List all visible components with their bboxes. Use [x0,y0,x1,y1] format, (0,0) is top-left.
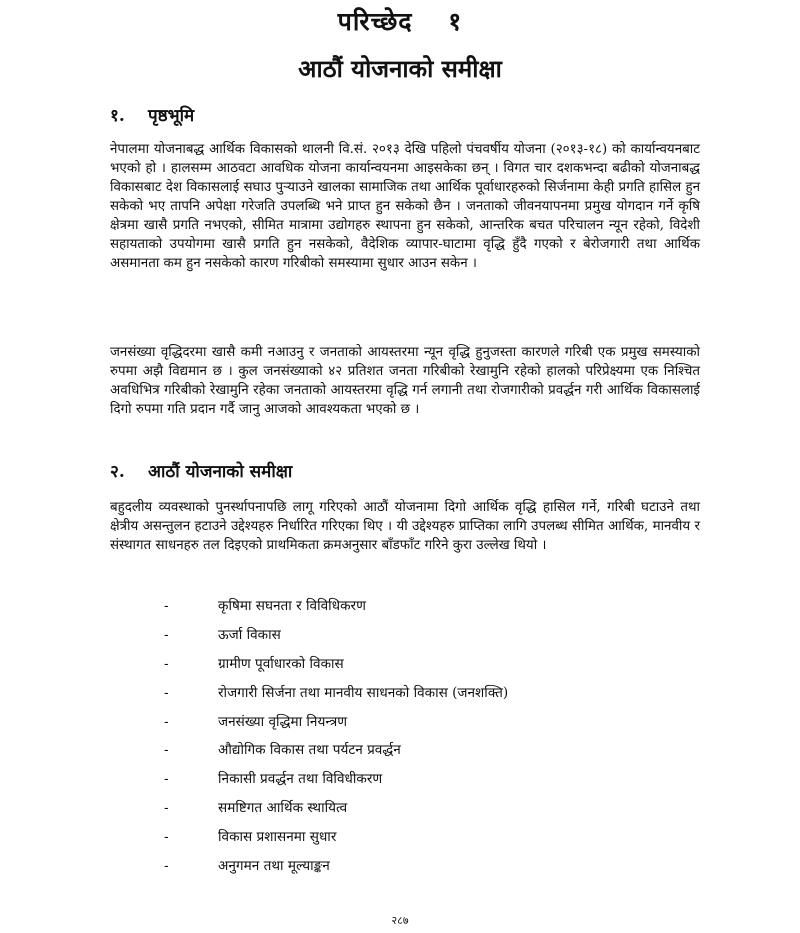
list-item [164,683,724,712]
list-item-text: समष्टिगत आर्थिक स्थायित्व [218,800,348,817]
list-item [164,712,724,741]
list-item [164,798,724,827]
bullet-dash: - [164,626,169,643]
paragraph-objectives: बहुदलीय व्यवस्थाको पुनर्स्थापनापछि लागू गरिएको आठौं योजनामा दिगो आर्थिक वृद्धि हासिल गर्ने, गरिबी घटाउने तथा क्षेत्रीय असन्तुलन हटाउने उद्देश्यहरु निर्धारित गरिएका थिए । यी उद्देश्यहरु प्राप्तिका लागि उपलब्ध सीमित आर्थिक, मानवीय र संस्थागत साधनहरु तल दिइएको प्राथमिकता क्रमअनुसार बाँडफाँट गरिने कुरा उल्लेख थियो । [110,500,700,553]
list-item-text: ग्रामीण पूर्वाधारको विकास [218,655,344,672]
priority-list [164,596,724,885]
bullet-dash: - [164,829,169,846]
section-title: आठौं योजनाको समीक्षा [148,462,293,482]
page-number: २८७ [391,914,409,927]
paragraph-poverty: जनसंख्या वृद्धिदरमा खासै कमी नआउनु र जनताको आयस्तरमा न्यून वृद्धि हुनुजस्ता कारणले गरिबी एक प्रमुख समस्याको रुपमा अझै विद्यमान छ । कुल जनसंख्याको ४२ प्रतिशत जनता गरिबीको रेखामुनि रहेको हालको परिप्रेक्ष्यमा एक निश्चित अवधिभित्र गरिबीको रेखामुनि रहेका जनताको आयस्तरमा वृद्धि गर्न लगानी तथा रोजगारीको प्रवर्द्धन गरी आर्थिक विकासलाई दिगो रुपमा गति प्रदान गर्दै जानु आजको आवश्यकता भएको छ । [110,345,700,417]
list-item-text: निकासी प्रवर्द्धन तथा विविधीकरण [218,771,383,788]
bullet-dash: - [164,598,169,614]
bullet-dash: - [164,771,169,788]
chapter-label: परिच्छेद [337,7,413,36]
section-number: २. [110,462,125,482]
list-item-text: विकास प्रशासनमा सुधार [218,829,337,846]
list-item-text: अनुगमन तथा मूल्याङ्कन [218,858,330,875]
page-title: आठौं योजनाको समीक्षा [298,54,502,83]
section-title: पृष्ठभूमि [148,106,195,126]
bullet-dash: - [164,858,169,875]
bullet-dash: - [164,655,169,672]
list-item-text: ऊर्जा विकास [218,626,281,643]
list-item [164,625,724,654]
list-item-text: जनसंख्या वृद्धिमा नियन्त्रण [218,713,348,730]
bullet-dash: - [164,800,169,817]
list-item [164,654,724,683]
bullet-dash: - [164,742,169,759]
chapter-number: १ [448,7,463,36]
list-item [164,856,724,885]
paragraph-background: नेपालमा योजनाबद्ध आर्थिक विकासको थालनी वि.सं. २०१३ देखि पहिलो पंचवर्षीय योजना (२०१३-१८) को कार्यान्वयनबाट भएको हो । हालसम्म आठवटा आवधिक योजना कार्यान्वयनमा आइसकेका छन् । विगत चार दशकभन्दा बढीको योजनाबद्ध विकासबाट देश विकासलाई सघाउ पुऱ्याउने खालका सामाजिक तथा आर्थिक पूर्वाधारहरुको सिर्जनामा केही प्रगति हासिल हुन सकेको भए तापनि अपेक्षा गरेजति उपलब्धि भने प्राप्त हुन सकेको छैन । जनताको जीवनयापनमा प्रमुख योगदान गर्ने कृषि क्षेत्रमा खासै प्रगति नभएको, सीमित मात्रामा उद्योगहरु स्थापना हुन सकेको, आन्तरिक बचत परिचालन न्यून रहेको, विदेशी सहायताको उपयोगमा खासै प्रगति हुन नसकेको, वैदेशिक व्यापार-घाटामा वृद्धि हुँदै गएको र बेरोजगारी तथा आर्थिक असमानता कम हुन नसकेको कारण गरिबीको समस्यामा सुधार आउन सकेन । [110,142,700,271]
list-item [164,827,724,856]
section-number: १. [110,106,125,126]
section-heading-review [110,459,292,482]
bullet-dash: - [164,713,169,730]
chapter-heading [0,4,800,38]
list-item-text: औद्योगिक विकास तथा पर्यटन प्रवर्द्धन [218,742,401,759]
list-item [164,740,724,769]
list-item [164,769,724,798]
list-item [164,596,724,625]
list-item-text: कृषिमा सघनता र विविधिकरण [218,598,366,614]
list-item-text: रोजगारी सिर्जना तथा मानवीय साधनको विकास (जनशक्ति) [218,684,509,701]
section-heading-background [110,103,194,126]
bullet-dash: - [164,684,169,701]
